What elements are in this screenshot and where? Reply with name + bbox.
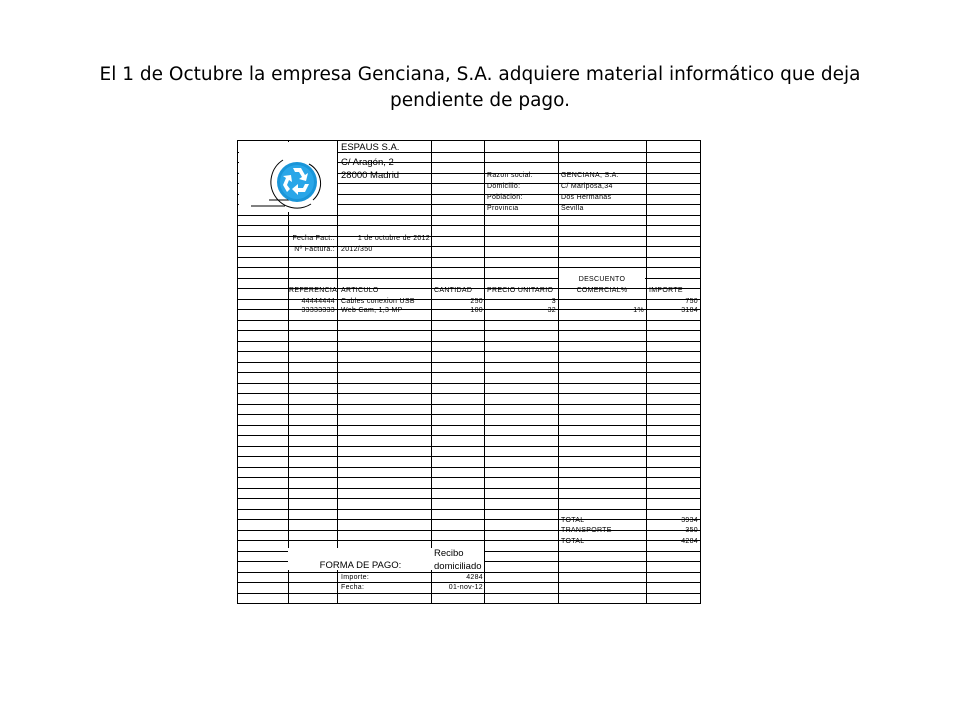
- transporte-label: TRANSPORTE: [561, 527, 612, 534]
- item-1-referencia: 44444444: [301, 298, 335, 305]
- buyer-domicilio: C/ Mariposa,34: [561, 183, 613, 190]
- slide-title: [60, 62, 900, 114]
- grid-row-line: [238, 582, 700, 583]
- pago-metodo-1: Recibo: [434, 548, 464, 559]
- fecha-label: Fecha Fact.:: [292, 235, 335, 242]
- grid-row-line: [238, 257, 700, 258]
- buyer-razon-social: GENCIANA, S.A.: [561, 172, 619, 179]
- pago-importe-value: 4284: [466, 574, 483, 581]
- grid-row-line: [238, 530, 700, 531]
- title-line-1: El 1 de Octubre la empresa Genciana, S.A. adquiere material informático que deja: [99, 64, 861, 85]
- recycle-icon: [249, 148, 329, 216]
- title-line-2: pendiente de pago.: [389, 90, 571, 111]
- grid-row-line: [238, 498, 700, 499]
- pago-label: FORMA DE PAGO:: [319, 560, 402, 571]
- item-1-precio: 3: [551, 298, 556, 305]
- logo-area: [239, 142, 337, 212]
- grid-row-line: [238, 404, 700, 405]
- item-1-importe: 750: [685, 298, 698, 305]
- pago-importe-label: Importe:: [341, 574, 370, 581]
- transporte-value: 350: [685, 527, 698, 534]
- header-precio: PRECIO UNITARIO: [487, 287, 554, 294]
- header-descuento-2: COMERCIAL%: [576, 287, 628, 294]
- buyer-poblacion: Dos Hermanas: [561, 194, 612, 201]
- total-value: 3934: [681, 517, 698, 524]
- item-1-cantidad: 250: [470, 298, 483, 305]
- fecha-value: 1 de octubre de 2012: [357, 235, 430, 242]
- seller-name: ESPAUS S.A.: [341, 142, 400, 153]
- item-2-precio: 32: [547, 307, 556, 314]
- grid-row-line: [238, 225, 700, 226]
- grid-row-line: [238, 341, 700, 342]
- label-domicilio: Domicilio:: [487, 183, 521, 190]
- total2-label: TOTAL: [561, 538, 585, 545]
- grid-row-line: [238, 477, 700, 478]
- grid-row-line: [238, 593, 700, 594]
- header-referencia: REFERENCIA: [289, 287, 338, 294]
- numero-label: Nº Factura.:: [294, 246, 335, 253]
- seller-address: C/ Aragón, 2: [341, 157, 394, 168]
- grid-row-line: [238, 383, 700, 384]
- grid-row-line: [238, 362, 700, 363]
- grid-row-line: [238, 425, 700, 426]
- invoice-spreadsheet: [237, 140, 701, 604]
- grid-row-line: [238, 330, 700, 331]
- grid-row-line: [238, 320, 700, 321]
- label-poblacion: Poblacion:: [487, 194, 523, 201]
- item-2-referencia: 33333333: [301, 307, 335, 314]
- grid-row-line: [238, 267, 700, 268]
- grid-row-line: [238, 540, 700, 541]
- label-provincia: Provincia: [487, 205, 519, 212]
- header-descuento-1: DESCUENTO: [559, 276, 645, 284]
- item-2-cantidad: 100: [470, 307, 483, 314]
- grid-row-line: [238, 393, 700, 394]
- item-2-descuento: 1%: [633, 307, 644, 314]
- grid-row-line: [238, 446, 700, 447]
- item-2-articulo: Web Cam, 1,3 MP: [341, 307, 403, 314]
- item-1-articulo: Cables conexion USB: [341, 298, 415, 305]
- grid-row-line: [238, 435, 700, 436]
- item-2-importe: 3184: [681, 307, 698, 314]
- pago-fecha-value: 01-nov-12: [448, 584, 483, 591]
- header-cantidad: CANTIDAD: [434, 287, 473, 294]
- pago-metodo-2: domiciliado: [434, 561, 482, 572]
- total2-value: 4284: [681, 538, 698, 545]
- seller-city: 28000 Madrid: [341, 170, 400, 181]
- grid-row-line: [238, 467, 700, 468]
- grid-row-line: [238, 351, 700, 352]
- grid-row-line: [238, 456, 700, 457]
- numero-value: 2012/350: [341, 246, 373, 253]
- header-importe: IMPORTE: [649, 287, 683, 294]
- header-articulo: ARTICULO: [341, 287, 379, 294]
- grid-row-line: [238, 488, 700, 489]
- grid-row-line: [238, 509, 700, 510]
- label-razon-social: Razon social:: [487, 172, 533, 179]
- buyer-provincia: Sevilla: [561, 205, 584, 212]
- grid-row-line: [238, 372, 700, 373]
- pago-fecha-label: Fecha:: [341, 584, 365, 591]
- total-label: TOTAL: [561, 517, 585, 524]
- grid-row-line: [238, 572, 700, 573]
- grid-row-line: [238, 414, 700, 415]
- grid-row-line: [238, 519, 700, 520]
